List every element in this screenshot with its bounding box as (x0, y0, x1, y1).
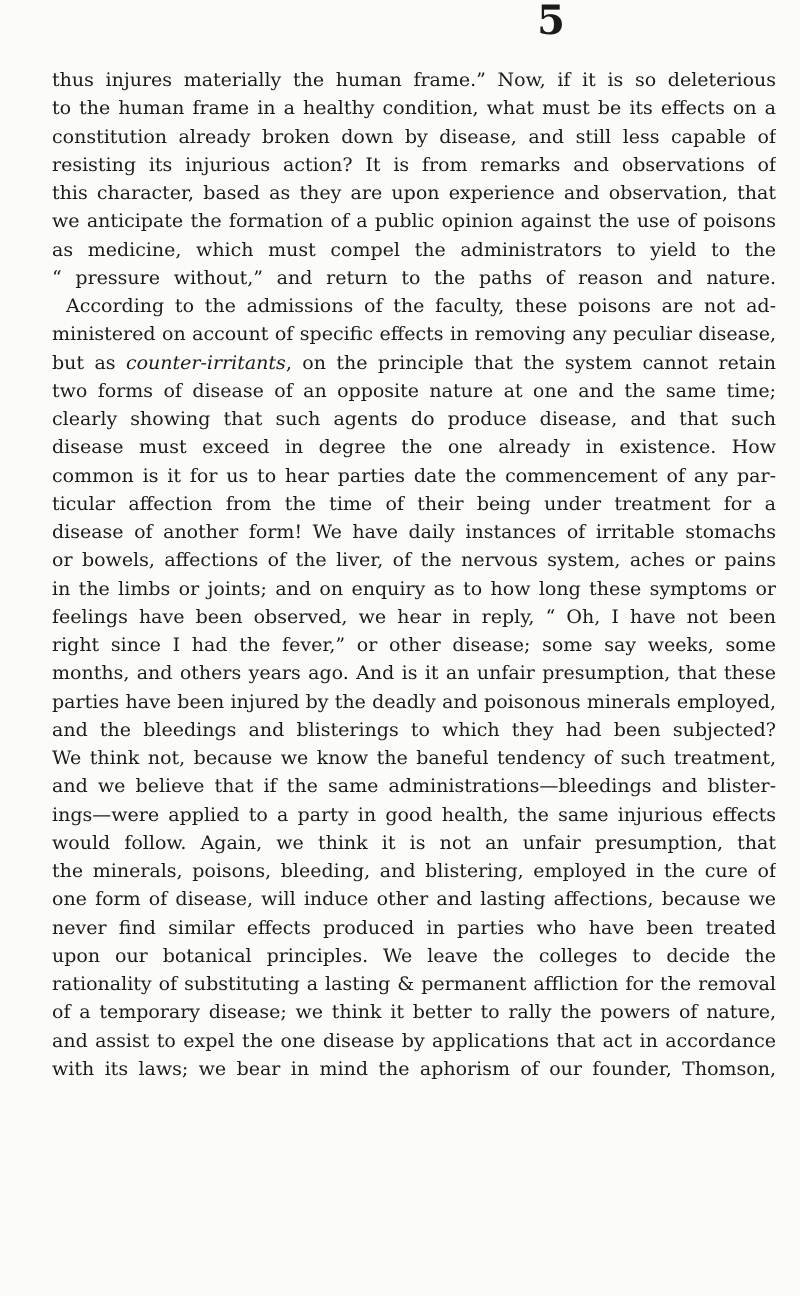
text-line: of a temporary disease; we think it better to rally the powers of nature, (52, 1001, 776, 1024)
text-line: ings—were applied to a party in good health, the same injurious effects (52, 803, 776, 826)
text-line: disease of another form! We have daily instances of irritable stomachs (52, 521, 776, 543)
text-line: would follow. Again, we think it is not an unfair presumption, that (52, 831, 776, 854)
text-line: parties have been injured by the deadly and poisonous minerals employed, (52, 690, 776, 713)
text-line: months, and others years ago. And is it an unfair presumption, that these (52, 662, 776, 685)
italic-term: counter-irritants (125, 351, 286, 374)
text-line: two forms of disease of an opposite nature at one and the same time; (52, 379, 776, 402)
text-segment: but as (52, 351, 126, 374)
text-line: right since I had the fever,” or other disease; some say weeks, some (52, 634, 776, 656)
text-line: clearly showing that such agents do produce disease, and that such (52, 408, 776, 430)
text-line: and we believe that if the same administrations—bleedings and blister- (52, 775, 776, 798)
text-line: and the bleedings and blisterings to which they had been subjected? (52, 718, 776, 741)
text-line: the minerals, poisons, bleeding, and blistering, employed in the cure of (52, 860, 776, 882)
text-line: rationality of substituting a lasting & permanent affliction for the removal (52, 973, 776, 995)
text-line: this character, based as they are upon experience and observation, that (52, 182, 776, 204)
text-line: with its laws; we bear in mind the aphorism of our founder, Thomson, (52, 1057, 776, 1080)
text-line: thus injures materially the human frame.” Now, if it is so deleterious (52, 69, 776, 91)
body-text (52, 66, 776, 1083)
text-line (52, 349, 776, 377)
page-number: 5 (537, 0, 565, 44)
text-line: in the limbs or joints; and on enquiry as to how long these symptoms or (52, 577, 776, 600)
text-segment: , on the principle that the system cannot retain (285, 351, 776, 374)
text-line: According to the admissions of the faculty, these poisons are not ad- (66, 295, 776, 317)
text-line: We think not, because we know the baneful tendency of such treatment, (52, 747, 776, 769)
text-line: ticular affection from the time of their being under treatment for a (52, 492, 776, 515)
text-line: to the human frame in a healthy condition, what must be its effects on a (52, 97, 776, 120)
text-line: “ pressure without,” and return to the paths of reason and nature. (52, 266, 776, 289)
text-line: ministered on account of specific effects in removing any peculiar disease, (52, 323, 776, 346)
text-line: and assist to expel the one disease by applications that act in accordance (52, 1029, 776, 1052)
text-line: resisting its injurious action? It is from remarks and observations of (52, 153, 776, 176)
text-line: common is it for us to hear parties date the commencement of any par- (52, 464, 776, 487)
text-line: disease must exceed in degree the one already in existence. How (52, 436, 776, 459)
text-line: one form of disease, will induce other and lasting affections, because we (52, 888, 776, 911)
text-line: feelings have been observed, we hear in reply, “ Oh, I have not been (52, 605, 776, 628)
text-line: as medicine, which must compel the administrators to yield to the (52, 238, 776, 261)
text-line: never find similar effects produced in parties who have been treated (52, 916, 776, 939)
text-line: or bowels, affections of the liver, of the nervous system, aches or pains (52, 549, 776, 572)
text-line: constitution already broken down by disease, and still less capable of (52, 125, 776, 148)
text-line: we anticipate the formation of a public opinion against the use of poisons (52, 210, 776, 233)
text-line: upon our botanical principles. We leave the colleges to decide the (52, 944, 776, 967)
